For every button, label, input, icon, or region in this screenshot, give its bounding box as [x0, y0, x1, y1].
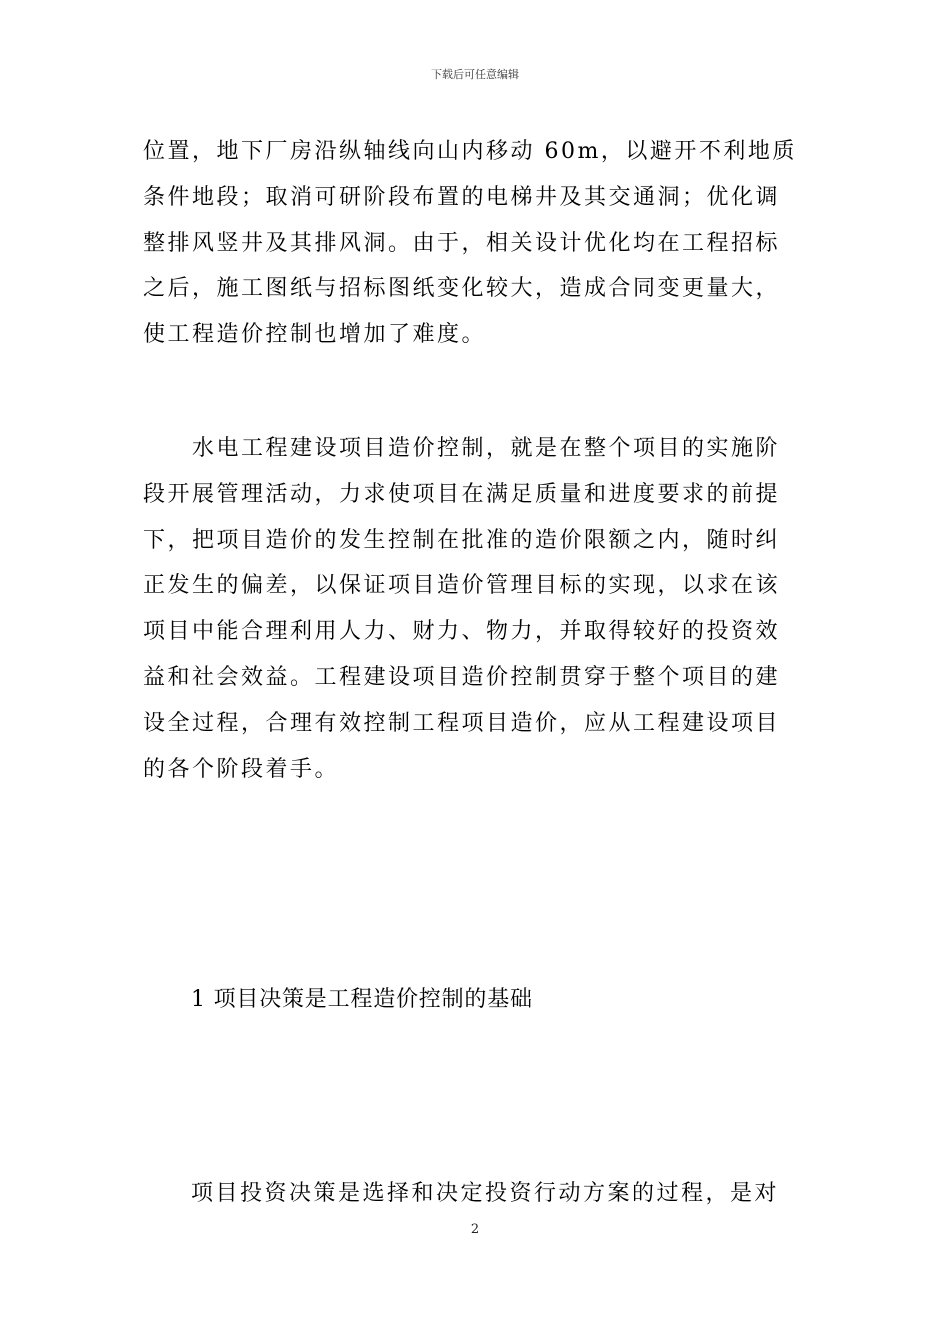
text-line: 之后，施工图纸与招标图纸变化较大，造成合同变更量大， — [143, 276, 781, 302]
text-line: 段开展管理活动，力求使项目在满足质量和进度要求的前提 — [143, 481, 781, 507]
page-number: 2 — [470, 1222, 480, 1237]
text-line: 下，把项目造价的发生控制在批准的造价限额之内，随时纠 — [143, 527, 781, 553]
section-heading: 1 项目决策是工程造价控制的基础 — [191, 987, 533, 1012]
text-line: 益和社会效益。工程建设项目造价控制贯穿于整个项目的建 — [143, 664, 781, 690]
text-line: 项目中能合理利用人力、财力、物力，并取得较好的投资效 — [143, 619, 781, 645]
text-line: 项目投资决策是选择和决定投资行动方案的过程，是对 — [191, 1181, 780, 1206]
text-line: 位置，地下厂房沿纵轴线向山内移动 60m，以避开不利地质 — [143, 139, 797, 164]
text-line: 条件地段；取消可研阶段布置的电梯井及其交通洞；优化调 — [143, 184, 781, 210]
text-line: 正发生的偏差，以保证项目造价管理目标的实现，以求在该 — [143, 573, 781, 599]
text-line: 使工程造价控制也增加了难度。 — [143, 322, 487, 348]
text-line: 设全过程，合理有效控制工程项目造价，应从工程建设项目 — [143, 710, 781, 736]
text-line: 水电工程建设项目造价控制，就是在整个项目的实施阶 — [143, 436, 781, 461]
page-header: 下载后可任意编辑 — [431, 68, 519, 81]
text-line: 的各个阶段着手。 — [143, 756, 340, 782]
text-line: 整排风竖井及其排风洞。由于，相关设计优化均在工程招标 — [143, 230, 781, 256]
paragraph-1 — [143, 129, 813, 358]
paragraph-3 — [191, 1171, 821, 1216]
paragraph-2 — [143, 426, 813, 792]
